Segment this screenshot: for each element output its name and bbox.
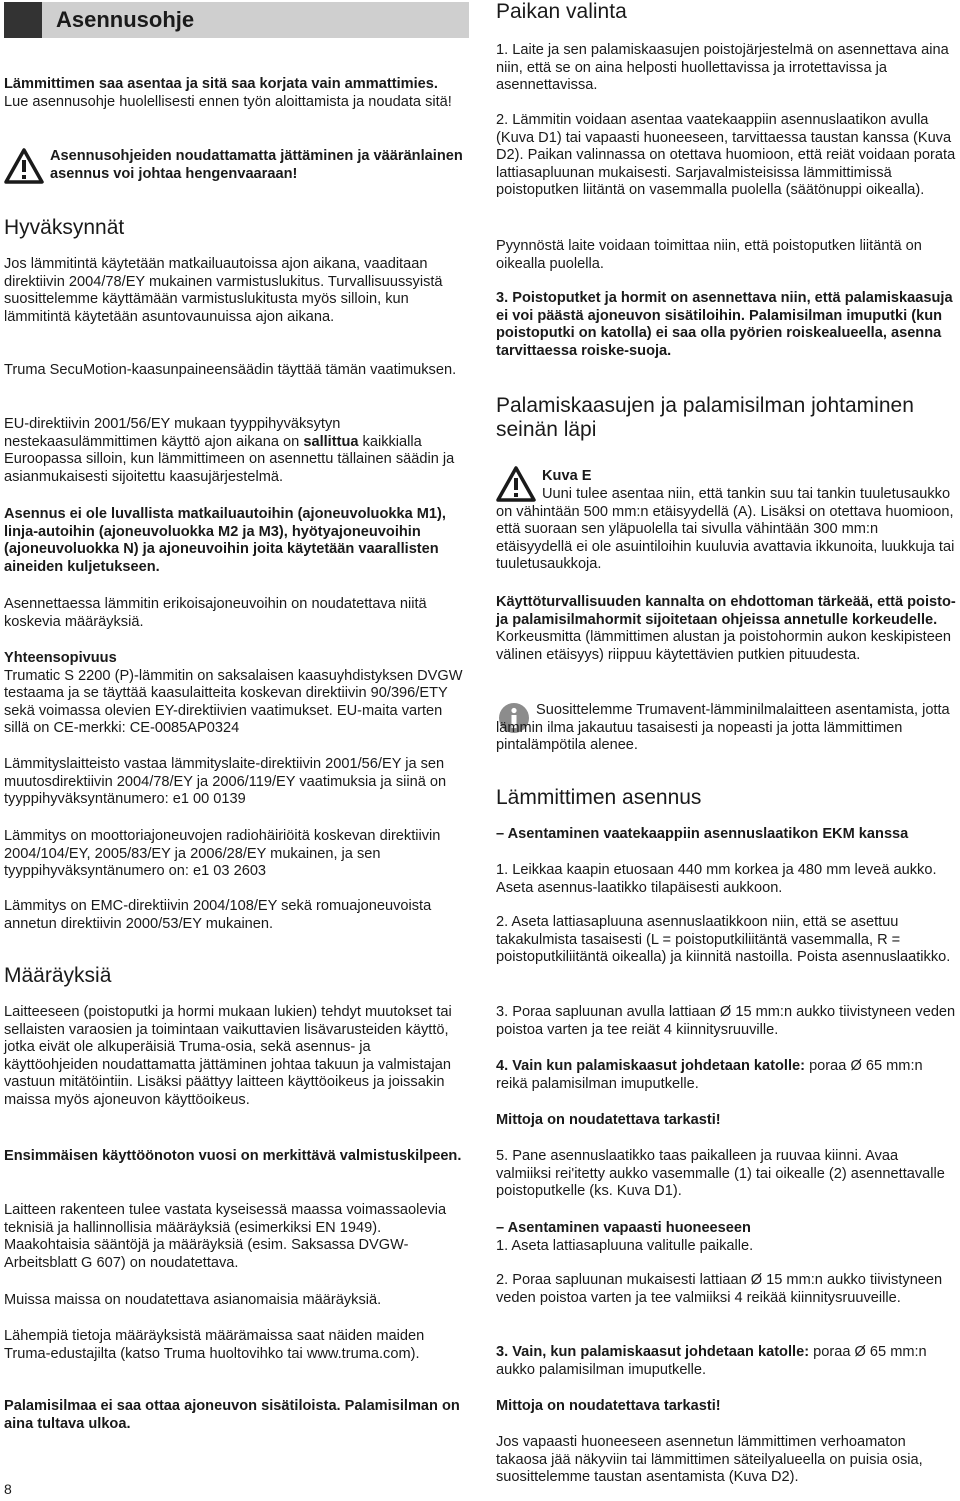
paragraph: Laitteen rakenteen tulee vastata kyseisessä maassa voimassaolevia teknisiä ja hallinnollisia määräyksiä (esimerkiksi EN 1949). Maakohtaisia sääntöjä ja määräyksiä (esim. Saksassa DVGW-Arbeitsblatt G 607) on noudatettava. (4, 1202, 447, 1271)
section-heading-paikan-valinta: Paikan valinta (496, 0, 627, 23)
paragraph: Asennettaessa lämmitin erikoisajoneuvoihin on noudatettava niitä koskevia määräyksiä. (4, 596, 427, 630)
paragraph: Uuni tulee asentaa niin, että tankin suu tai tankin tuuletusaukko on vähintään 500 mm:n etäisyydellä (A). Lisäksi on otettava huomioon, että suoraan sen yläpuolella tai sivulla vähintään 300 mm:n etäisyydellä ei ole asuintiloihin kuuluvia avattavia ikkunoita, luukkuja tai tuuletusaukkoja. (496, 486, 955, 573)
paragraph: Lämmityslaitteisto vastaa lämmityslaite-direktiivin 2001/56/EY ja sen muutosdirektiivin 2004/78/EY ja 2006/119/EY vaatimuksia ja siinä on tyyppihyväksyntänumero: e1 00 0139 (4, 756, 447, 808)
paragraph-bold: Palamisilmaa ei saa ottaa ajoneuvon sisätiloista. Palamisilman on aina tultava ulkoa. (4, 1398, 460, 1432)
section-heading-hyvaksynnat: Hyväksynnät (4, 216, 125, 239)
figure-reference: Kuva E (542, 468, 592, 484)
paragraph: Lähempiä tietoja määräyksistä määrämaissa saat näiden maiden Truma-edustajilta (katso Truma huoltovihko tai www.truma.com). (4, 1328, 425, 1362)
warning-icon (4, 148, 44, 184)
step: 1. Leikkaa kaapin etuosaan 440 mm korkea ja 480 mm leveä aukko. Aseta asennus-laatikko tilapäisesti aukkoon. (496, 862, 937, 896)
section-heading-lammittimen-asennus: Lämmittimen asennus (496, 786, 702, 809)
paragraph: Muissa maissa on noudatettava asianomaisia määräyksiä. (4, 1292, 382, 1308)
step: 5. Pane asennuslaatikko taas paikalleen ja ruuvaa kiinni. Avaa valmiiksi rei'itetty aukko vasemmalle (1) tai oikealle (2) asennettavalle poistoputkelle (ks. Kuva D1). (496, 1148, 945, 1200)
paragraph: Jos lämmitintä käytetään matkailuautoissa ajon aikana, vaaditaan direktiivin 2004/78/EY mukainen varmistuslukitus. Turvallisuussyistä suosittelemme käyttämään varmistuslukitusta myös silloin, kun lämmitintä käytetään asuntovaunuissa ajon aikana. (4, 256, 443, 325)
paragraph: 1. Laite ja sen palamiskaasujen poistojärjestelmä on asennettava aina niin, että se on aina helposti huollettavissa ja irrotettavissa ja asennettavissa. (496, 42, 949, 94)
paragraph-bold: Ensimmäisen käyttöönoton vuosi on merkittävä valmistuskilpeen. (4, 1148, 462, 1164)
paragraph: Pyynnöstä laite voidaan toimittaa niin, että poistoputken liitäntä on oikealla puolella. (496, 238, 922, 272)
paragraph-bold: 3. Poistoputket ja hormit on asennettava niin, että palamiskaasuja ei voi päästä ajoneuvon sisätiloihin. Palamisilman imuputki (kun poistoputki on katolla) ei saa olla pyörien roiskealueella, asenna tarvittaessa roiske-suoja. (496, 290, 953, 359)
header-mark (4, 2, 42, 38)
paragraph: Jos vapaasti huoneeseen asennetun lämmittimen verhoamaton takaosa jää näkyviin tai lämmittimen säteilyalueella on puisia osia, suosittelemme taustan asentamista (Kuva D2). (496, 1434, 923, 1486)
intro-paragraph: Lämmittimen saa asentaa ja sitä saa korjata vain ammattimies. Lue asennusohje huolellisesti ennen työn aloittamista ja noudata sitä! (4, 76, 452, 110)
page-title: Asennusohje (56, 7, 195, 32)
header-bar (4, 2, 469, 38)
paragraph: Laitteeseen (poistoputki ja hormi mukaan lukien) tehdyt muutokset tai sellaisten varaosien ja toimintaan vaikuttavien lisävarusteiden käyttö, jotka eivät ole alkuperäisiä Truma-osia, sekä asennus- ja käyttöohjeiden noudattamatta jättäminen johtaa takuun ja valmistajan vastuun mitätöintiin. Lisäksi päättyy laitteen käyttöoikeus ja joissakin maissa myös ajoneuvon käyttöoikeus. (4, 1004, 452, 1108)
paragraph: 2. Lämmitin voidaan asentaa vaatekaappiin asennuslaatikon avulla (Kuva D1) tai vapaasti huoneeseen, tarvittaessa taustan kanssa (Kuva D2). Paikan valinnassa on otettava huomioon, että reiät voidaan porata lattiasapluunan mukaisesti. Sarjavalmisteisissa lämmittimissä poistoputken liitäntä on vasemmalla puolella (säätönuppi oikealla). (496, 112, 956, 199)
section-heading-maaraykset: Määräyksiä (4, 964, 112, 987)
subsection-heading: – Asentaminen vaatekaappiin asennuslaatikon EKM kanssa (496, 826, 909, 842)
info-paragraph: Suosittelemme Trumavent-lämminilmalaitteen asentamista, jotta lämmin ilma jakautuu tasaisesti ja nopeasti ja jotta lämmittimen pintalämpötila alenee. (496, 702, 950, 754)
paragraph: EU-direktiivin 2001/56/EY mukaan tyyppihyväksytyn nestekaasulämmittimen käyttö ajon aikana on sallittua kaikkialla Euroopassa silloin, kun lämmittimeen on asennettu tällainen säädin ja asianmukaisesti sijoitettu kaasujärjestelmä. (4, 416, 455, 485)
paragraph: Lämmitys on moottoriajoneuvojen radiohäiriöitä koskevan direktiivin 2004/104/EY, 2005/83/EY ja 2006/28/EY mukainen, ja sen tyyppihyväksyntänumero on: e1 03 2603 (4, 828, 441, 880)
paragraph: Lämmitys on EMC-direktiivin 2004/108/EY sekä romuajoneuvoista annetun direktiivin 2000/53/EY mukainen. (4, 898, 432, 932)
note-bold: Mittoja on noudatettava tarkasti! (496, 1398, 721, 1414)
compatibility-block: Yhteensopivuus Trumatic S 2200 (P)-lämmitin on saksalaisen kaasuyhdistyksen DVGW testaama ja se täyttää kaasulaitteita koskevan direktiivin 90/396/ETY sekä voimassa olevien EY-direktiivien vaatimukset. EU-maita varten sillä on CE-merkki: CE-0085AP0324 (4, 650, 463, 737)
note-bold: Mittoja on noudatettava tarkasti! (496, 1112, 721, 1128)
paragraph: Käyttöturvallisuuden kannalta on ehdottoman tärkeää, että poisto- ja palamisilmahormit sijoitetaan ohjeissa annetulle korkeudelle. Korkeusmitta (lämmittimen alustan ja poistohormin aukon keskipisteen välinen etäisyys) riippuu käytettävien putkien pituudesta. (496, 594, 956, 663)
warning-text: Asennusohjeiden noudattamatta jättäminen ja vääränlainen asennus voi johtaa hengenvaaraan! (50, 148, 463, 182)
step: 2. Aseta lattiasapluuna asennuslaatikkoon niin, että se asettuu takakulmista tasaisesti (L = poistoputkiliitäntä vasemmalla, R = poistoputkiliitäntä oikealla) ja kiinnitä nastoilla. Poista asennuslaatikko. (496, 914, 951, 966)
step: 2. Poraa sapluunan mukaisesti lattiaan Ø 15 mm:n aukko tiivistyneen veden poistoa varten ja tee valmiiksi 4 reikää kiinnitysruuveille. (496, 1272, 943, 1306)
paragraph-bold: Asennus ei ole luvallista matkailuautoihin (ajoneuvoluokka M1), linja-autoihin (ajoneuvoluokka M2 ja M3), hyötyajoneuvoihin (ajoneuvoluokka N) ja ajoneuvoihin joita käytetään vaarallisten aineiden kuljetukseen. (4, 506, 446, 575)
subsection-heading: – Asentaminen vapaasti huoneeseen (496, 1220, 751, 1236)
section-heading-palamiskaasujen: Palamiskaasujen ja palamisilman johtaminen seinän läpi (496, 394, 914, 441)
step: 3. Poraa sapluunan avulla lattiaan Ø 15 mm:n aukko tiivistyneen veden poistoa varten ja tee reiät 4 kiinnitysruuville. (496, 1004, 956, 1038)
page-number: 8 (4, 1481, 12, 1497)
step: 3. Vain, kun palamiskaasut johdetaan katolle: poraa Ø 65 mm:n aukko palamisilman imuputkelle. (496, 1344, 927, 1378)
step: 1. Aseta lattiasapluuna valitulle paikalle. (496, 1238, 754, 1254)
step: 4. Vain kun palamiskaasut johdetaan katolle: poraa Ø 65 mm:n reikä palamisilman imuputkelle. (496, 1058, 923, 1092)
paragraph: Truma SecuMotion-kaasunpaineensäädin täyttää tämän vaatimuksen. (4, 362, 457, 378)
